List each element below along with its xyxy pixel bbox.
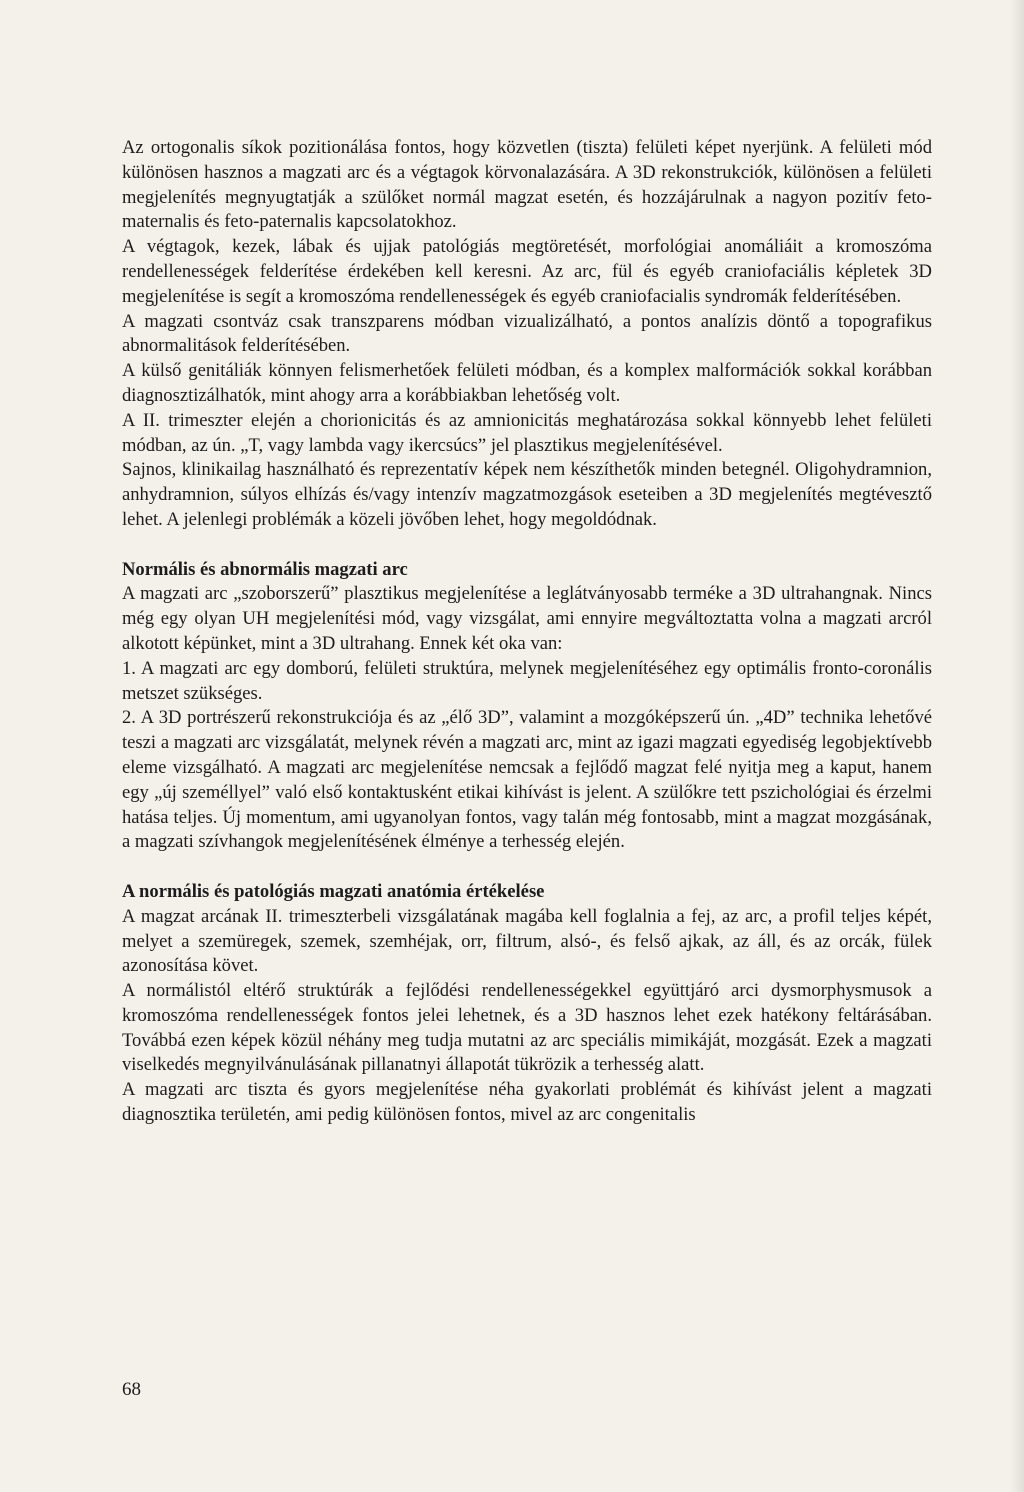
paragraph-limitations: Sajnos, klinikailag használható és reprezentatív képek nem készíthetők minden betegnél. Oligohydramnion, anhydramnion, súlyos elhízás és/vagy intenzív magzatmozgások eseteiben a 3D megjelenítés megtévesztő lehet. A jelenlegi problémák a közeli jövőben lehet, hogy megoldódnak.: [122, 459, 932, 530]
paragraph-orthogonal-planes: Az ortogonalis síkok pozitionálása fontos, hogy közvetlen (tiszta) felületi képet nyerjünk. A felületi mód különösen hasznos a magzati arc és a végtagok körvonalazására. A 3D rekonstrukciók, különösen a felületi megjelenítés megnyugtatják a szülőket normál magzat esetén, és hozzájárulnak a nagyon pozitív feto-maternalis és feto-paternalis kapcsolatokhoz.: [122, 137, 932, 233]
list-item-reason-1: 1. A magzati arc egy domború, felületi struktúra, melynek megjelenítéséhez egy optimális fronto-coronális metszet szükséges.: [122, 657, 932, 704]
paragraph-face-examination: A magzat arcának II. trimeszterbeli vizsgálatának magába kell foglalnia a fej, az arc, a profil teljes képét, melyet a szemüregek, szemek, szemhéjak, orr, filtrum, alsó-, és felső ajkak, az áll, és az orcák, fülek azonosítása követ.: [122, 905, 932, 977]
heading-fetal-face: Normális és abnormális magzati arc: [122, 558, 408, 580]
list-item-reason-2: 2. A 3D portrészerű rekonstrukciója és az „élő 3D”, valamint a mozgóképszerű ún. „4D” technika lehetővé teszi a magzati arc vizsgálatát, melynek révén a magzati arc, mint az igazi magzati egyediség legobjektívebb eleme vizsgálható. A magzati arc megjelenítése nemcsak a fejlődő magzat felé nyitja meg a kaput, hanem egy „új személlyel” való első kontaktusként etikai kihívást is jelent. A szülőkre tett pszichológiai és érzelmi hatása teljes. Új momentum, ami ugyanolyan fontos, vagy talán még fontosabb, mint a magzat mozgásának, a magzati szívhangok megjelenítésének élménye a terhesség elején.: [122, 707, 932, 853]
scan-edge-shadow: [1010, 0, 1024, 1492]
section-spacer: [122, 533, 932, 558]
page-body: [122, 136, 932, 1128]
paragraph-diagnostics-challenge: A magzati arc tiszta és gyors megjelenítése néha gyakorlati problémát és kihívást jelent a magzati diagnosztika területén, ami pedig különösen fontos, mivel az arc congenitalis: [122, 1079, 932, 1126]
paragraph-skeleton: A magzati csontváz csak transzparens módban vizualizálható, a pontos analízis döntő a topografikus abnormalitások felderítésében.: [122, 310, 932, 357]
paragraph-chorionicity: A II. trimeszter elején a chorionicitás és az amnionicitás meghatározása sokkal könnyebb lehet felületi módban, az ún. „T, vagy lambda vagy ikercsúcs” jel plasztikus megjelenítésével.: [122, 409, 932, 456]
heading-anatomy-evaluation: A normális és patológiás magzati anatómia értékelése: [122, 880, 545, 902]
section-spacer: [122, 855, 932, 880]
paragraph-limbs: A végtagok, kezek, lábak és ujjak patológiás megtöretését, morfológiai anomáliáit a kromoszóma rendellenességek felderítése érdekében kell keresni. Az arc, fül és egyéb craniofaciális képletek 3D megjelenítése is segít a kromoszóma rendellenességek és egyéb craniofacialis syndromák felderítésében.: [122, 236, 932, 307]
paragraph-fetal-face-intro: A magzati arc „szoborszerű” plasztikus megjelenítése a leglátványosabb terméke a 3D ultrahangnak. Nincs még egy olyan UH megjelenítési mód, vagy vizsgálat, ami ennyire megváltoztatta volna a magzati arcról alkotott képünket, mint a 3D ultrahang. Ennek két oka van:: [122, 583, 932, 654]
paragraph-dysmorphism: A normálistól eltérő struktúrák a fejlődési rendellenességekkel együttjáró arci dysmorphysmusok a kromoszóma rendellenességek fontos jelei lehetnek, és a 3D hasznos lehet ezek hatékony feltárásában. Továbbá ezen képek közül néhány meg tudja mutatni az arc speciális mimikáját, mozgását. Ezek a magzati viselkedés megnyilvánulásának pillanatnyi állapotát tükrözik a terhesség alatt.: [122, 980, 932, 1076]
page-number: 68: [122, 1379, 141, 1400]
paragraph-genitalia: A külső genitáliák könnyen felismerhetőek felületi módban, és a komplex malformációk sokkal korábban diagnosztizálhatók, mint ahogy arra a korábbiakban lehetőség volt.: [122, 360, 932, 406]
